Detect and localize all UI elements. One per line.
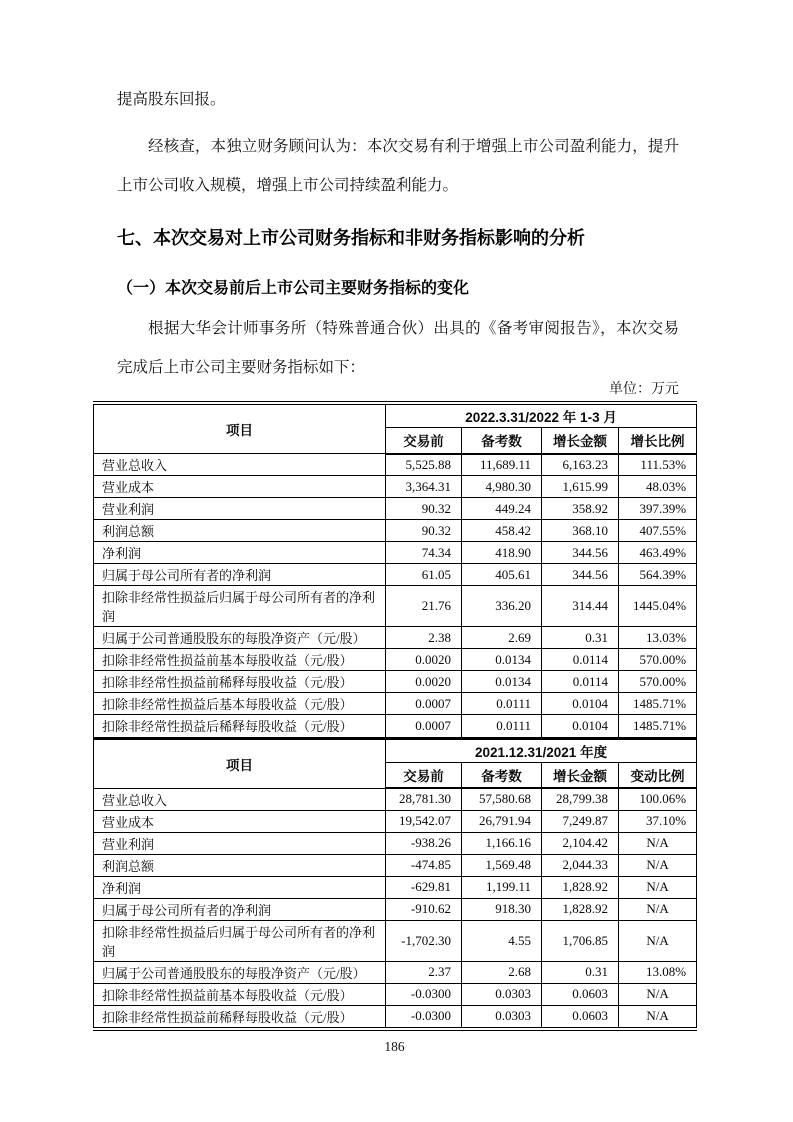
cell-value: N/A [619,1005,697,1029]
row-label: 扣除非经常性损益前稀释每股收益（元/股） [94,671,386,693]
cell-value: N/A [619,920,697,961]
cell-value: 48.03% [619,476,697,498]
cell-value: 26,791.94 [462,810,542,832]
text-area [117,80,679,399]
cell-value: 368.10 [542,520,619,542]
cell-value: 0.0114 [542,649,619,671]
paragraph-advisor-opinion: 经核查，本独立财务顾问认为：本次交易有利于增强上市公司盈利能力，提升上市公司收入规模，增强上市公司持续盈利能力。 [117,138,679,194]
row-label: 归属于公司普通股股东的每股净资产（元/股） [94,627,386,649]
table-row [94,961,697,983]
cell-value: 7,249.87 [542,810,619,832]
financial-table-2022-q1 [93,401,697,737]
row-label: 扣除非经常性损益后归属于母公司所有者的净利润 [94,920,386,961]
cell-value: 0.0603 [542,1005,619,1029]
row-label: 净利润 [94,876,386,898]
cell-value: 2.37 [386,961,462,983]
column-header-item: 项目 [94,738,386,788]
row-label: 利润总额 [94,854,386,876]
cell-value: 0.0104 [542,693,619,715]
row-label: 归属于公司普通股股东的每股净资产（元/股） [94,961,386,983]
cell-value: 0.0303 [462,983,542,1005]
cell-value: 0.0007 [386,693,462,715]
row-label: 扣除非经常性损益后归属于母公司所有者的净利润 [94,586,386,627]
cell-value: -910.62 [386,898,462,920]
cell-value: N/A [619,898,697,920]
cell-value: 0.31 [542,627,619,649]
row-label: 归属于母公司所有者的净利润 [94,564,386,586]
table-row [94,542,697,564]
cell-value: 0.0134 [462,649,542,671]
table-row [94,898,697,920]
cell-value: 0.0020 [386,649,462,671]
cell-value: N/A [619,832,697,854]
cell-value: 0.0303 [462,1005,542,1029]
cell-value: -0.0300 [386,983,462,1005]
table-row [94,498,697,520]
table-row [94,671,697,693]
cell-value: 570.00% [619,649,697,671]
row-label: 营业总收入 [94,454,386,476]
cell-value: 0.0603 [542,983,619,1005]
table-row [94,876,697,898]
column-header-growth-ratio: 增长比例 [619,428,697,454]
row-label: 营业总收入 [94,788,386,810]
cell-value: 28,799.38 [542,788,619,810]
cell-value: 5,525.88 [386,454,462,476]
cell-value: 4.55 [462,920,542,961]
cell-value: 405.61 [462,564,542,586]
cell-value: 11,689.11 [462,454,542,476]
table-header-row [94,403,697,428]
cell-value: 1,569.48 [462,854,542,876]
cell-value: 21.76 [386,586,462,627]
cell-value: 2.69 [462,627,542,649]
cell-value: 564.39% [619,564,697,586]
cell-value: 0.0114 [542,671,619,693]
unit-label: 单位：万元 [609,382,679,397]
cell-value: 358.92 [542,498,619,520]
table-row [94,454,697,476]
cell-value: 28,781.30 [386,788,462,810]
table-row [94,520,697,542]
cell-value: -629.81 [386,876,462,898]
table-row [94,586,697,627]
table-header-row [94,738,697,762]
cell-value: 0.31 [542,961,619,983]
cell-value: 19,542.07 [386,810,462,832]
cell-value: 1,828.92 [542,898,619,920]
cell-value: 1,828.92 [542,876,619,898]
cell-value: 463.49% [619,542,697,564]
period-header-2021: 2021.12.31/2021 年度 [386,738,697,762]
cell-value: 0.0104 [542,715,619,737]
cell-value: 13.08% [619,961,697,983]
cell-value: 1,199.11 [462,876,542,898]
column-header-pre-deal: 交易前 [386,428,462,454]
cell-value: 1485.71% [619,693,697,715]
cell-value: 1,615.99 [542,476,619,498]
cell-value: 0.0020 [386,671,462,693]
table-row [94,832,697,854]
cell-value: 4,980.30 [462,476,542,498]
cell-value: 458.42 [462,520,542,542]
cell-value: 0.0111 [462,693,542,715]
table-row [94,920,697,961]
subsection-heading: （一）本次交易前后上市公司主要财务指标的变化 [117,280,470,297]
table-row [94,627,697,649]
column-header-proforma: 备考数 [462,428,542,454]
cell-value: 90.32 [386,520,462,542]
row-label: 扣除非经常性损益后基本每股收益（元/股） [94,693,386,715]
cell-value: 6,163.23 [542,454,619,476]
cell-value: 344.56 [542,542,619,564]
cell-value: 1445.04% [619,586,697,627]
row-label: 营业成本 [94,810,386,832]
cell-value: -938.26 [386,832,462,854]
table-row [94,810,697,832]
cell-value: 111.53% [619,454,697,476]
column-header-growth-amount: 增长金额 [542,762,619,788]
cell-value: 336.20 [462,586,542,627]
cell-value: 61.05 [386,564,462,586]
table-body-2021 [94,788,697,1029]
cell-value: 397.39% [619,498,697,520]
cell-value: 344.56 [542,564,619,586]
table-row [94,564,697,586]
cell-value: 314.44 [542,586,619,627]
cell-value: 0.0007 [386,715,462,737]
row-label: 归属于母公司所有者的净利润 [94,898,386,920]
paragraph-report-basis: 根据大华会计师事务所（特殊普通合伙）出具的《备考审阅报告》，本次交易完成后上市公司主要财务指标如下： [117,320,679,376]
table-row [94,1005,697,1029]
cell-value: 570.00% [619,671,697,693]
cell-value: 0.0134 [462,671,542,693]
cell-value: 449.24 [462,498,542,520]
cell-value: 1485.71% [619,715,697,737]
table-row [94,983,697,1005]
period-header-2022: 2022.3.31/2022 年 1-3 月 [386,403,697,428]
table-row [94,715,697,737]
cell-value: 74.34 [386,542,462,564]
section-heading: 七、本次交易对上市公司财务指标和非财务指标影响的分析 [117,228,585,248]
row-label: 利润总额 [94,520,386,542]
row-label: 扣除非经常性损益前稀释每股收益（元/股） [94,1005,386,1029]
row-label: 营业成本 [94,476,386,498]
cell-value: 2.68 [462,961,542,983]
cell-value: N/A [619,854,697,876]
cell-value: 2.38 [386,627,462,649]
cell-value: 1,166.16 [462,832,542,854]
row-label: 营业利润 [94,498,386,520]
cell-value: N/A [619,983,697,1005]
cell-value: -0.0300 [386,1005,462,1029]
column-header-item: 项目 [94,403,386,454]
cell-value: 1,706.85 [542,920,619,961]
row-label: 扣除非经常性损益前基本每股收益（元/股） [94,983,386,1005]
column-header-pre-deal: 交易前 [386,762,462,788]
table-row [94,788,697,810]
row-label: 扣除非经常性损益后稀释每股收益（元/股） [94,715,386,737]
cell-value: 3,364.31 [386,476,462,498]
table-row [94,649,697,671]
cell-value: 0.0111 [462,715,542,737]
cell-value: -474.85 [386,854,462,876]
table-row [94,854,697,876]
row-label: 营业利润 [94,832,386,854]
cell-value: 100.06% [619,788,697,810]
cell-value: -1,702.30 [386,920,462,961]
column-header-proforma: 备考数 [462,762,542,788]
cell-value: 418.90 [462,542,542,564]
cell-value: 407.55% [619,520,697,542]
table-row [94,476,697,498]
column-header-growth-amount: 增长金额 [542,428,619,454]
cell-value: 2,044.33 [542,854,619,876]
cell-value: 57,580.68 [462,788,542,810]
paragraph-shareholder-return: 提高股东回报。 [117,91,226,108]
cell-value: 13.03% [619,627,697,649]
cell-value: N/A [619,876,697,898]
page-number: 186 [384,1038,405,1054]
financial-table-2021-annual [93,737,697,1031]
row-label: 扣除非经常性损益前基本每股收益（元/股） [94,649,386,671]
table-row [94,693,697,715]
row-label: 净利润 [94,542,386,564]
cell-value: 918.30 [462,898,542,920]
cell-value: 2,104.42 [542,832,619,854]
cell-value: 90.32 [386,498,462,520]
cell-value: 37.10% [619,810,697,832]
column-header-change-ratio: 变动比例 [619,762,697,788]
table-body-2022 [94,454,697,737]
